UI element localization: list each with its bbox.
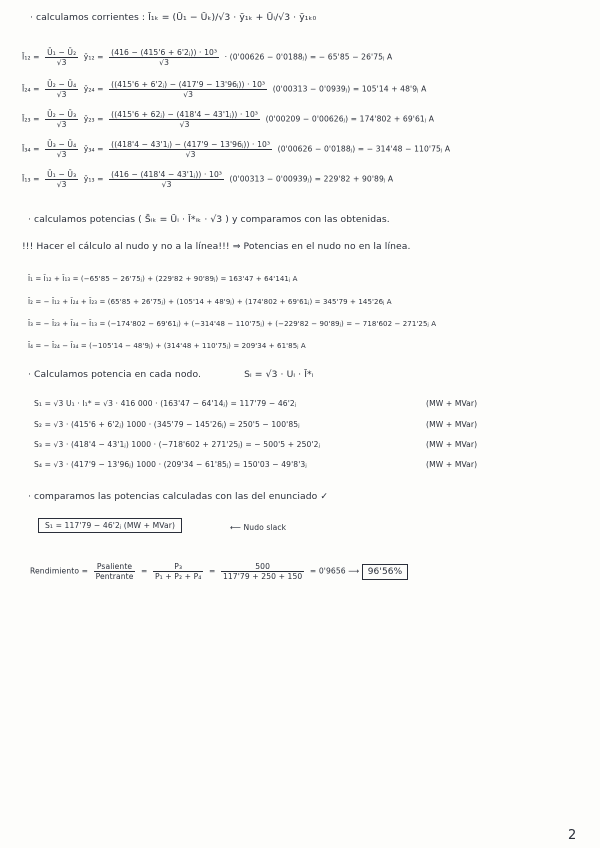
i34-row: Ī₃₄ = $\frac{\text{Ū₃ − Ū₄}}{√3}$ ȳ₃₄ = $\frac{\text{((418'4 − 43'1ⱼ) − (417'9 − 13'96ⱼ)) · 10³}}{√3}$ (0'00626 − 0'0188ⱼ) = − 314'48 − 110'75ⱼ A — [22, 140, 451, 159]
slack-label: ⟵ Nudo slack — [230, 523, 287, 532]
node-power-intro: · Calculamos potencia en cada nodo. Sᵢ = √3 · Uᵢ · Ī*ᵢ — [28, 369, 314, 380]
powers-intro: · calculamos potencias ( S̄ᵢₖ = Ūᵢ · Ī*ᵢₖ · √3 ) y comparamos con las obtenidas. — [28, 214, 390, 225]
node-current-4: Ī₄ = − Ī₂₄ − Ī₃₄ = (−105'14 − 48'9ⱼ) + (314'48 + 110'75ⱼ) = 209'34 + 61'85ⱼ A — [28, 342, 306, 350]
node-current-1: Ī₁ = Ī₁₂ + Ī₁₃ = (−65'85 − 26'75ⱼ) + (229'82 + 90'89ⱼ) = 163'47 + 64'141ⱼ A — [28, 275, 298, 283]
power-s1: S₁ = √3 U₁ · I₁* = √3 · 416 000 · (163'47 − 64'14ⱼ) = 117'79 − 46'2ⱼ (MW + MVar) — [34, 399, 478, 408]
power-s2: S₂ = √3 · (415'6 + 6'2ⱼ) 1000 · (345'79 − 145'26ⱼ) = 250'5 − 100'85ⱼ (MW + MVar) — [34, 420, 478, 429]
i12-frac: $\frac{\text{Ū₁ − Ū₂}}{√3}$ — [47, 48, 77, 67]
i12-result: · (0'00626 − 0'0188ⱼ) = − 65'85 − 26'75ⱼ A — [224, 52, 393, 62]
power-s3: S₃ = √3 · (418'4 − 43'1ⱼ) 1000 · (−718'602 + 271'25ⱼ) = − 500'5 + 250'2ⱼ (MW + MVar) — [34, 440, 478, 449]
efficiency-result: 96'56% — [362, 564, 409, 580]
compare-note: · comparamos las potencias calculadas con las del enunciado ✓ — [28, 491, 329, 502]
i24-result: (0'00313 − 0'0939ⱼ) = 105'14 + 48'9ⱼ A — [272, 84, 427, 94]
node-current-3: Ī₃ = − Ī₂₃ + Ī₃₄ − Ī₁₃ = (−174'802 − 69'61ⱼ) + (−314'48 − 110'75ⱼ) + (−229'82 − 90'89ⱼ) = − 718'602 − 271'25ⱼ A — [28, 320, 437, 328]
page-number: 2 — [568, 828, 577, 843]
i23-row: Ī₂₃ = $\frac{\text{Ū₂ − Ū₃}}{√3}$ ȳ₂₃ = $\frac{\text{((415'6 + 62ⱼ) − (418'4 − 43'1ⱼ)) · 10³}}{√3}$ (0'00209 − 0'00626ⱼ) = 174'802 + 69'61ⱼ A — [22, 110, 435, 129]
slack-power-box: S₁ = 117'79 − 46'2ⱼ (MW + MVar) — [38, 518, 182, 533]
efficiency-row: Rendimiento = $\frac{\text{Psaliente}}{\text{Pentrante}}$ = $\frac{\text{P₃}}{\text{P₁ + P₂ + P₄}}$ = $\frac{500}{117'79 + 250 + 150}$ = 0'9656 ⟶ 96'56% — [30, 562, 408, 581]
i13-row: Ī₁₃ = $\frac{\text{Ū₁ − Ū₃}}{√3}$ ȳ₁₃ = $\frac{\text{(416 − (418'4 − 43'1ⱼ)) · 10³}}{√3}$ (0'00313 − 0'00939ⱼ) = 229'82 + 90'89ⱼ A — [22, 170, 394, 189]
i13-result: (0'00313 − 0'00939ⱼ) = 229'82 + 90'89ⱼ A — [229, 174, 394, 184]
i12-lhs: Ī₁₂ = — [22, 52, 40, 62]
i24-row: Ī₂₄ = $\frac{\text{Ū₂ − Ū₄}}{√3}$ ȳ₂₄ = $\frac{\text{((415'6 + 6'2ⱼ) − (417'9 − 13'96ⱼ)) · 10³}}{√3}$ (0'00313 − 0'0939ⱼ) = 105'14 + 48'9ⱼ A — [22, 80, 427, 99]
node-current-2: Ī₂ = − Ī₁₂ + Ī₂₄ + Ī₂₃ = (65'85 + 26'75ⱼ) + (105'14 + 48'9ⱼ) + (174'802 + 69'61ⱼ) = 345'79 + 145'26ⱼ A — [28, 298, 392, 306]
power-formula: Sᵢ = √3 · Uᵢ · Ī*ᵢ — [244, 369, 314, 380]
currents-intro: · calculamos corrientes : Ī₁ₖ = (Ū₁ − Ūₖ)/√3 · ȳ₁ₖ + Ūᵢ/√3 · ȳ₁ₖ₀ — [30, 12, 317, 23]
i34-result: (0'00626 − 0'0188ⱼ) = − 314'48 − 110'75ⱼ A — [277, 144, 451, 154]
power-s4: S₄ = √3 · (417'9 − 13'96ⱼ) 1000 · (209'34 − 61'85ⱼ) = 150'03 − 49'8'3ⱼ (MW + MVar) — [34, 460, 478, 469]
i12-admittance: ȳ₁₂ = — [83, 52, 104, 62]
i12-row — [22, 48, 392, 67]
i12-num-frac: $\frac{\text{(416 − (415'6 + 6'2ⱼ)) · 10³}}{√3}$ — [111, 48, 218, 67]
i23-result: (0'00209 − 0'00626ⱼ) = 174'802 + 69'61ⱼ A — [265, 114, 435, 124]
efficiency-label: Rendimiento = — [30, 566, 89, 576]
warning-note: !!! Hacer el cálculo al nudo y no a la línea!!! ⇒ Potencias en el nudo no en la línea. — [22, 241, 411, 252]
efficiency-ratio: = 0'9656 — [309, 566, 346, 576]
